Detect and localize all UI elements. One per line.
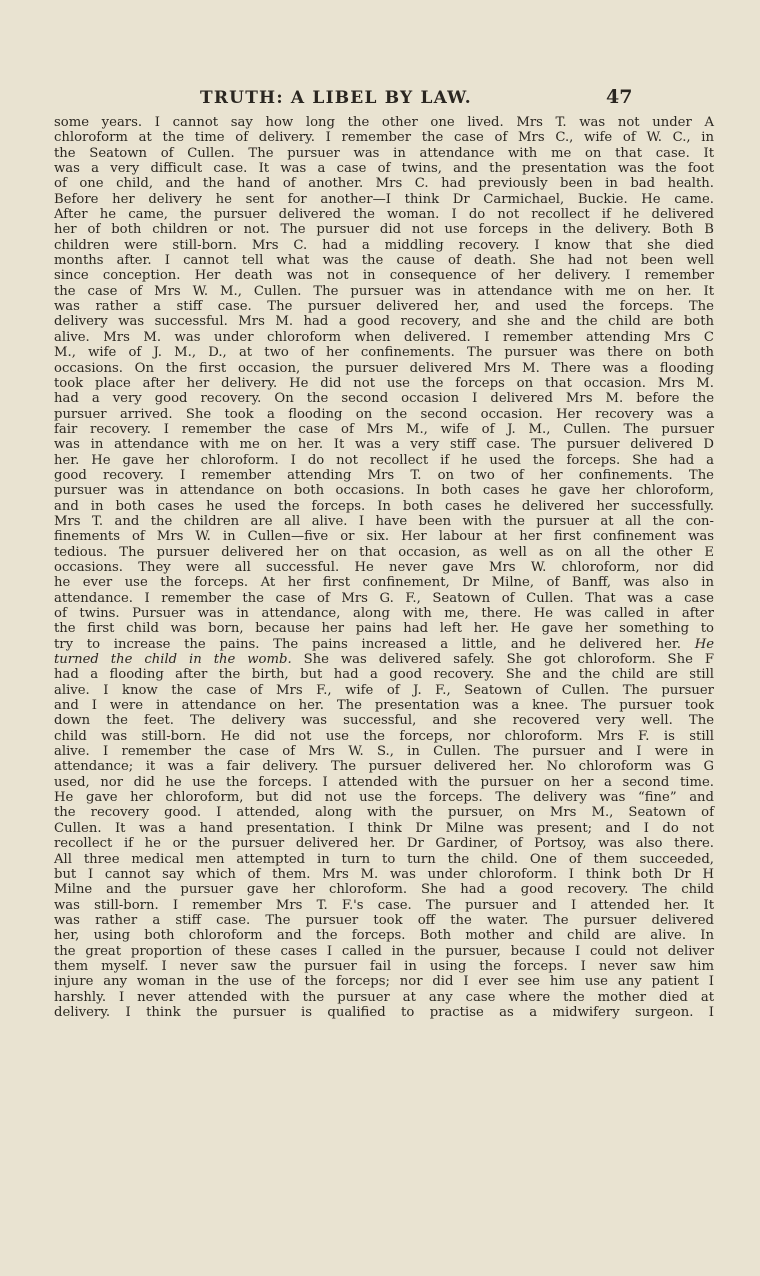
text-line: Milne and the pursuer gave her chloroform. She had a good recovery. The child — [54, 882, 714, 898]
text-line: M., wife of J. M., D., at two of her confinements. The pursuer was there on both — [54, 345, 714, 361]
text-line: was rather a stiff case. The pursuer delivered her, and used the forceps. The — [54, 299, 714, 315]
text-line: was a very difficult case. It was a case of twins, and the presentation was the foot — [54, 161, 714, 177]
text-line: the great proportion of these cases I called in the pursuer, because I could not deliver — [54, 943, 714, 959]
text-line: attendance. I remember the case of Mrs G. F., Seatown of Cullen. That was a case — [54, 590, 714, 606]
text-line: Before her delivery he sent for another—I think Dr Carmichael, Buckie. He came. — [54, 191, 714, 207]
body-text — [54, 115, 714, 1020]
text-line: child was still-born. He did not use the forceps, nor chloroform. Mrs F. is still — [54, 728, 714, 744]
text-line: alive. I remember the case of Mrs W. S., in Cullen. The pursuer and I were in — [54, 744, 714, 760]
text-line: recollect if he or the pursuer delivered her. Dr Gardiner, of Portsoy, was also there. — [54, 836, 714, 852]
text-line: of one child, and the hand of another. Mrs C. had previously been in bad health. — [54, 176, 714, 192]
text-line: alive. Mrs M. was under chloroform when delivered. I remember attending Mrs C — [54, 329, 714, 345]
text-line: some years. I cannot say how long the other one lived. Mrs T. was not under A — [54, 115, 714, 130]
text-line: finements of Mrs W. in Cullen—five or six. Her labour at her first confinement was — [54, 529, 714, 545]
text-line: and I were in attendance on her. The presentation was a knee. The pursuer took — [54, 698, 714, 714]
text-line: pursuer was in attendance on both occasions. In both cases he gave her chloroform, — [54, 483, 714, 499]
text-line: Mrs T. and the children are all alive. I have been with the pursuer at all the con- — [54, 513, 714, 529]
text-line: months after. I cannot tell what was the cause of death. She had not been well — [54, 253, 714, 269]
page-header — [0, 86, 760, 112]
text-line: chloroform at the time of delivery. I remember the case of Mrs C., wife of W. C., in — [54, 130, 714, 146]
text-line: harshly. I never attended with the pursuer at any case where the mother died at — [54, 989, 714, 1005]
text-line: her, using both chloroform and the forceps. Both mother and child are alive. In — [54, 928, 714, 944]
text-line: and in both cases he used the forceps. In both cases he delivered her successfully. — [54, 498, 714, 514]
text-line: was in attendance with me on her. It was a very stiff case. The pursuer delivered D — [54, 437, 714, 453]
text-line: he ever use the forceps. At her first confinement, Dr Milne, of Banff, was also in — [54, 575, 714, 591]
text-line: the case of Mrs W. M., Cullen. The pursuer was in attendance with me on her. It — [54, 283, 714, 299]
text-line: used, nor did he use the forceps. I attended with the pursuer on her a second time. — [54, 774, 714, 790]
text-line: was still-born. I remember Mrs T. F.'s case. The pursuer and I attended her. It — [54, 897, 714, 913]
text-line: attendance; it was a fair delivery. The pursuer delivered her. No chloroform was G — [54, 759, 714, 775]
text-line: her of both children or not. The pursuer did not use forceps in the delivery. Both B — [54, 222, 714, 238]
text-line: turned the child in the womb. She was delivered safely. She got chloroform. She F — [54, 652, 714, 668]
text-line: good recovery. I remember attending Mrs T. on two of her confinements. The — [54, 467, 714, 483]
text-line: had a very good recovery. On the second occasion I delivered Mrs M. before the — [54, 391, 714, 407]
text-line: occasions. On the first occasion, the pursuer delivered Mrs M. There was a flooding — [54, 360, 714, 376]
text-line: occasions. They were all successful. He never gave Mrs W. chloroform, nor did — [54, 559, 714, 575]
text-line: try to increase the pains. The pains increased a little, and he delivered her. He — [54, 636, 714, 652]
text-line: injure any woman in the use of the forceps; nor did I ever see him use any patient I — [54, 974, 714, 990]
page-number: 47 — [606, 86, 633, 108]
text-line: tedious. The pursuer delivered her on that occasion, as well as on all the other E — [54, 544, 714, 560]
text-line: Cullen. It was a hand presentation. I think Dr Milne was present; and I do not — [54, 820, 714, 836]
text-line: took place after her delivery. He did not use the forceps on that occasion. Mrs M. — [54, 375, 714, 391]
text-line: pursuer arrived. She took a flooding on the second occasion. Her recovery was a — [54, 406, 714, 422]
text-line: the Seatown of Cullen. The pursuer was in attendance with me on that case. It — [54, 145, 714, 161]
text-line: children were still-born. Mrs C. had a middling recovery. I know that she died — [54, 237, 714, 253]
text-line: of twins. Pursuer was in attendance, along with me, there. He was called in after — [54, 606, 714, 621]
running-title: TRUTH: A LIBEL BY LAW. — [200, 88, 472, 108]
text-line: the recovery good. I attended, along with the pursuer, on Mrs M., Seatown of — [54, 805, 714, 821]
text-line: was rather a stiff case. The pursuer took off the water. The pursuer delivered — [54, 912, 714, 928]
text-line: He gave her chloroform, but did not use the forceps. The delivery was “fine” and — [54, 790, 714, 806]
text-line: had a flooding after the birth, but had a good recovery. She and the child are still — [54, 667, 714, 683]
text-line: All three medical men attempted in turn to turn the child. One of them succeeded, — [54, 851, 714, 867]
text-line: them myself. I never saw the pursuer fail in using the forceps. I never saw him — [54, 958, 714, 974]
text-line: down the feet. The delivery was successful, and she recovered very well. The — [54, 713, 714, 729]
text-line: since conception. Her death was not in consequence of her delivery. I remember — [54, 268, 714, 284]
text-line: but I cannot say which of them. Mrs M. was under chloroform. I think both Dr H — [54, 866, 714, 882]
text-line: alive. I know the case of Mrs F., wife of J. F., Seatown of Cullen. The pursuer — [54, 682, 714, 698]
text-line: delivery was successful. Mrs M. had a good recovery, and she and the child are both — [54, 314, 714, 330]
text-line: the first child was born, because her pains had left her. He gave her something to — [54, 621, 714, 637]
text-line: fair recovery. I remember the case of Mrs M., wife of J. M., Cullen. The pursuer — [54, 421, 714, 437]
text-line: her. He gave her chloroform. I do not recollect if he used the forceps. She had a — [54, 452, 714, 468]
text-line: delivery. I think the pursuer is qualified to practise as a midwifery surgeon. I — [54, 1004, 714, 1020]
text-line: After he came, the pursuer delivered the woman. I do not recollect if he delivered — [54, 207, 714, 223]
